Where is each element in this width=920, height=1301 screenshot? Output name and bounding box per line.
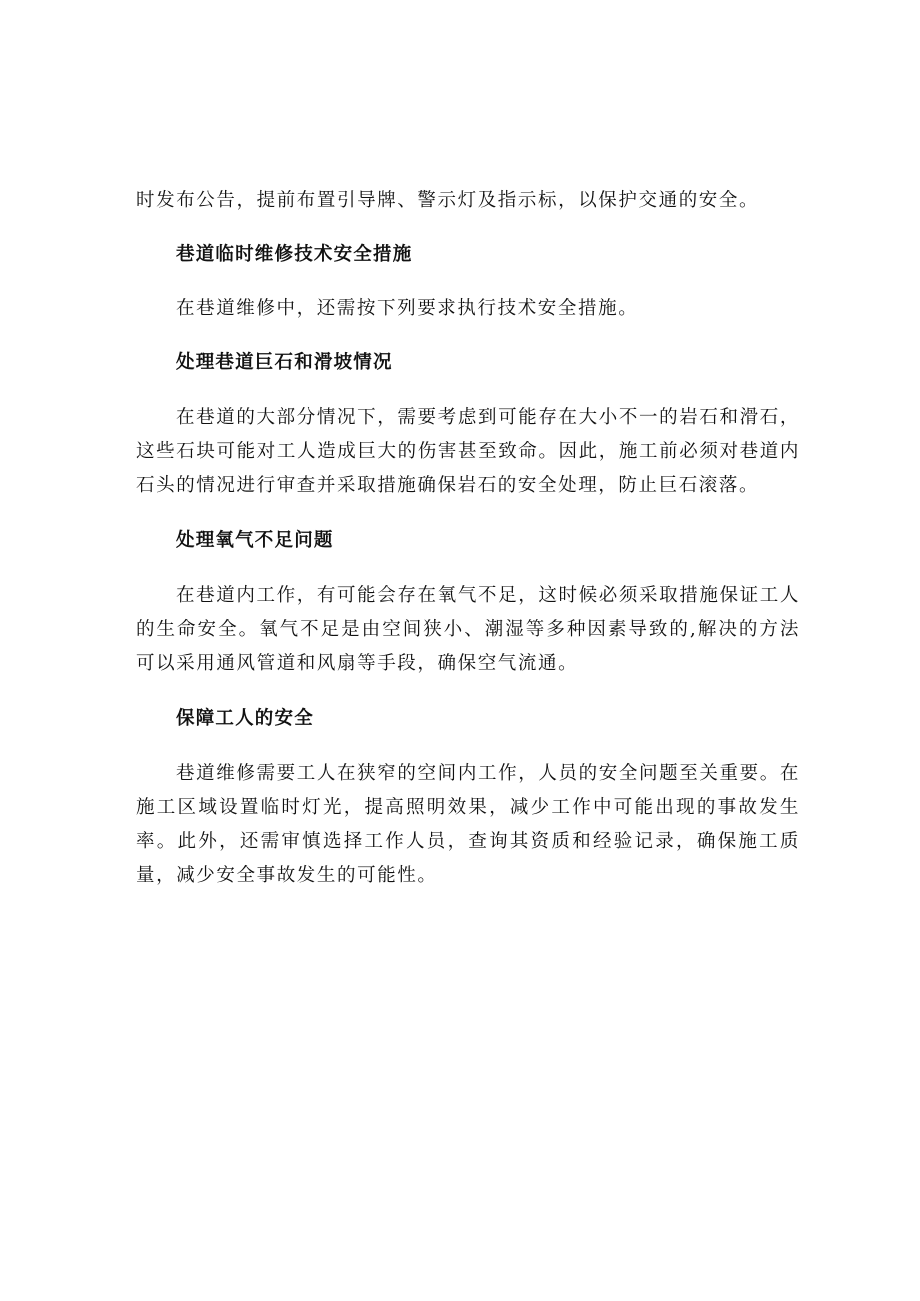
paragraph-continuation: 时发布公告，提前布置引导牌、警示灯及指示标，以保护交通的安全。 xyxy=(136,190,760,211)
paragraph-technical-measures: 在巷道维修中，还需按下列要求执行技术安全措施。 xyxy=(176,298,639,319)
section-heading-temporary-repair: 巷道临时维修技术安全措施 xyxy=(176,244,413,265)
paragraph-worker-safety: 巷道维修需要工人在狭窄的空间内工作，人员的安全问题至关重要。在施工区域设置临时灯光，提高照明效果，减少工作中可能出现的事故发生率。此外，还需审慎选择工作人员，查询其资质和经验记录，确保施工质量，减少安全事故发生的可能性。 xyxy=(136,763,800,886)
section-heading-worker-safety: 保障工人的安全 xyxy=(176,708,314,729)
paragraph-boulders-landslide: 在巷道的大部分情况下，需要考虑到可能存在大小不一的岩石和滑石，这些石块可能对工人造成巨大的伤害甚至致命。因此，施工前必须对巷道内石头的情况进行审查并采取措施确保岩石的安全处理，防止巨石滚落。 xyxy=(136,407,800,496)
section-heading-oxygen-shortage: 处理氧气不足问题 xyxy=(176,530,334,551)
paragraph-oxygen-shortage: 在巷道内工作，有可能会存在氧气不足，这时候必须采取措施保证工人的生命安全。氧气不足是由空间狭小、潮湿等多种因素导致的,解决的方法可以采用通风管道和风扇等手段，确保空气流通。 xyxy=(136,585,800,674)
section-heading-boulders-landslide: 处理巷道巨石和滑坡情况 xyxy=(176,352,393,373)
document-body xyxy=(136,184,800,893)
